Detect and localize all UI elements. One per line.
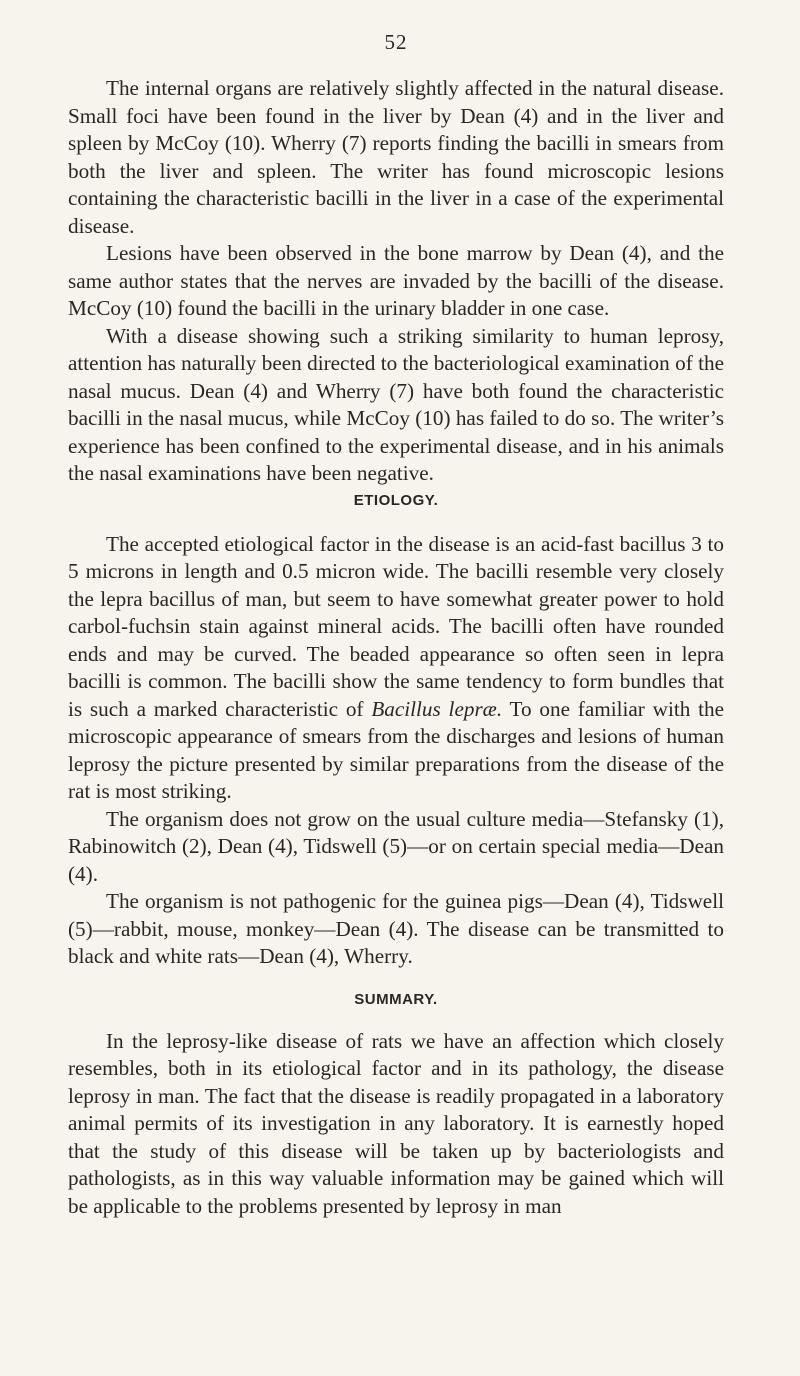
page (68, 30, 724, 1220)
paragraph-summary: In the leprosy-like disease of rats we have an affection which closely resembles, both in its etiological factor and in its pathology, the disease leprosy in man. The fact that the disease is readily propagated in a laboratory animal permits of its investigation in any laboratory. It is earnestly hoped that the study of this disease will be taken up by bacteriologists and pathologists, as in this way valuable information may be gained which will be applicable to the problems presented by leprosy in man (68, 1028, 724, 1218)
paragraph-pathogenicity: The organism is not pathogenic for the guinea pigs—Dean (4), Tidswell (5)—rabbit, mouse, monkey—Dean (4). The disease can be transmitted to black and white rats—Dean (4), Wherry. (68, 889, 724, 968)
summary-heading: SUMMARY. (354, 990, 438, 1008)
paragraph-etiological-factor (68, 531, 724, 806)
paragraph-lesions: Lesions have been observed in the bone marrow by Dean (4), and the same author states that the nerves are invaded by the bacilli of the disease. McCoy (10) found the bacilli in the urinary bladder in one case. (68, 241, 724, 320)
paragraph-culture-media: The organism does not grow on the usual culture media—Stefansky (1), Rabinowitch (2), Dean (4), Tidswell (5)—or on certain special media—Dean (4). (68, 806, 724, 886)
paragraph-nasal-mucus: With a disease showing such a striking similarity to human leprosy, attention has naturally been directed to the bacteriological examination of the nasal mucus. Dean (4) and Wherry (7) have both found the characteristic bacilli in the nasal mucus, while McCoy (10) has failed to do so. The writer’s experience has been confined to the experimental disease, and in his animals the nasal examinations have been negative. (68, 323, 724, 485)
paragraph-internal-organs: The internal organs are relatively slightly affected in the natural disease. Small foci have been found in the liver by Dean (4) and in the liver and spleen by McCoy (10). Wherry (7) reports finding the bacilli in smears from both the liver and spleen. The writer has found microscopic lesions containing the characteristic bacilli in the liver in a case of the experimental disease. (68, 76, 724, 238)
etiology-heading: ETIOLOGY. (353, 491, 439, 509)
page-number: 52 (384, 30, 408, 54)
bacillus-name: Bacillus lepræ. (371, 696, 503, 721)
etiology-text-b: To one familiar with the microscopic appearance of smears from the discharges and lesions of human leprosy the picture presented by similar preparations from the disease of the rat is most striking. (68, 696, 725, 803)
etiology-text-a: The accepted etiological factor in the disease is an acid-fast bacillus 3 to 5 microns in length and 0.5 micron wide. The bacilli resemble very closely the lepra bacillus of man, but seem to have somewhat greater power to hold carbol-fuchsin stain against mineral acids. The bacilli often have rounded ends and may be curved. The beaded appearance so often seen in lepra bacilli is common. The bacilli show the same tendency to form bundles that is such a marked characteristic of (68, 531, 724, 721)
